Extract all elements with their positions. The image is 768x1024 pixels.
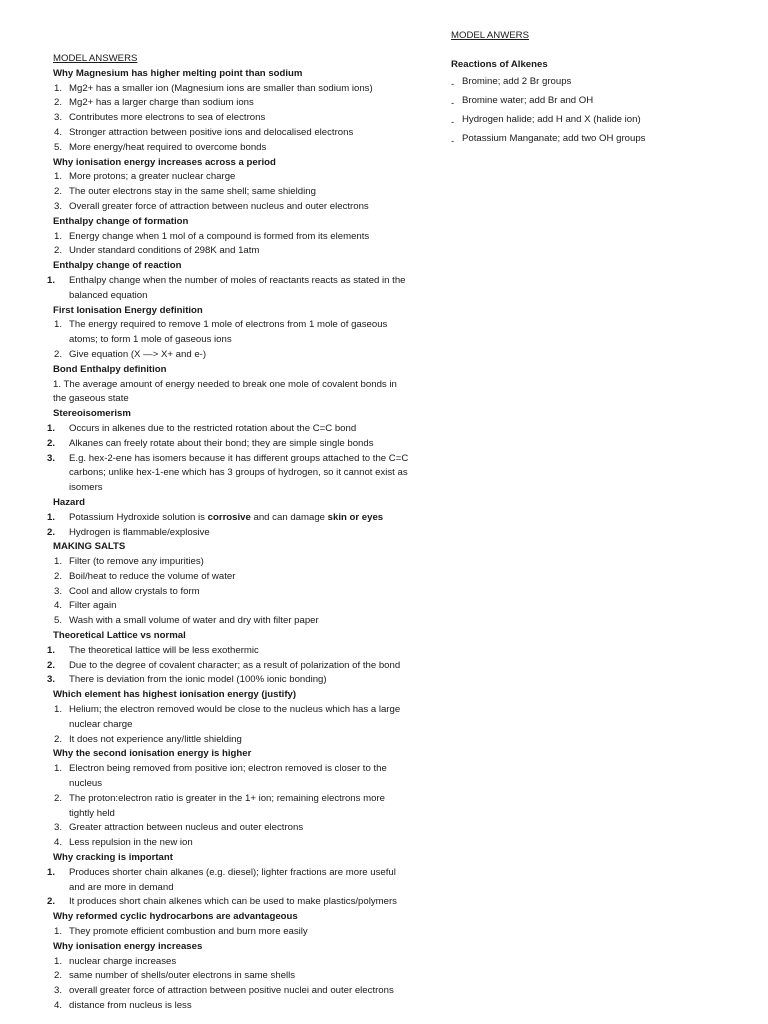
list-number: 3.: [54, 985, 63, 997]
paragraph-line: 1. The average amount of energy needed to break one mole of covalent bonds in: [53, 378, 397, 390]
bullet-dash: -: [451, 79, 455, 90]
item-text: Mg2+ has a smaller ion (Magnesium ions are smaller than sodium ions): [69, 82, 373, 94]
item-text: Give equation (X —> X+ and e-): [69, 348, 207, 360]
list-item: [38, 895, 438, 910]
list-number: 3.: [54, 585, 63, 597]
list-number: 1.: [47, 511, 56, 523]
item-text: Filter (to remove any impurities): [69, 556, 204, 568]
list-item: [38, 644, 438, 659]
item-continuation: nucleus: [69, 778, 103, 790]
list-item: [38, 925, 438, 940]
list-number: 2.: [54, 186, 63, 198]
section-heading: Why cracking is important: [53, 852, 173, 864]
list-number: 5.: [54, 615, 63, 627]
list-number: 1.: [47, 274, 56, 286]
list-number: 4.: [54, 126, 63, 138]
item-text: Alkanes can freely rotate about their bond; they are simple single bonds: [69, 437, 374, 449]
item-continuation: tightly held: [69, 807, 115, 819]
list-number: 2.: [47, 659, 56, 671]
item-text: Potassium Hydroxide solution is: [69, 511, 208, 523]
list-item: [38, 570, 438, 585]
section-heading: Why reformed cyclic hydrocarbons are advantageous: [53, 911, 298, 923]
list-number: 1.: [54, 230, 63, 242]
list-item: [38, 673, 438, 688]
item-text: Under standard conditions of 298K and 1atm: [69, 245, 260, 257]
left-column: [38, 52, 438, 1014]
list-number: 1.: [54, 926, 63, 938]
list-number: 1.: [54, 82, 63, 94]
list-number: 2.: [54, 97, 63, 109]
list-number: 2.: [54, 970, 63, 982]
list-number: 1.: [47, 644, 56, 656]
list-number: 2.: [47, 896, 56, 908]
list-item: [38, 452, 438, 467]
list-item: [38, 599, 438, 614]
list-item: [38, 659, 438, 674]
list-item: [38, 866, 438, 881]
reaction-item: [451, 91, 751, 110]
item-text: distance from nucleus is less: [69, 1000, 192, 1011]
list-item: [38, 733, 438, 748]
item-text: Wash with a small volume of water and dry with filter paper: [69, 615, 319, 627]
section-heading: Hazard: [53, 496, 85, 508]
page-title: MODEL ANSWERS: [53, 53, 138, 64]
item-continuation: nuclear charge: [69, 718, 133, 730]
item-text: Stronger attraction between positive ions and delocalised electrons: [69, 126, 354, 138]
bullet-dash: -: [451, 98, 455, 109]
list-number: 4.: [54, 600, 63, 612]
item-continuation: and are more in demand: [69, 881, 174, 893]
item-text: The outer electrons stay in the same shell; same shielding: [69, 186, 316, 198]
item-text: Due to the degree of covalent character; as a result of polarization of the bond: [69, 659, 401, 671]
item-text: The proton:electron ratio is greater in the 1+ ion; remaining electrons more: [69, 792, 385, 804]
list-item: [38, 955, 438, 970]
list-item: [38, 170, 438, 185]
item-text: Boil/heat to reduce the volume of water: [69, 570, 236, 582]
list-item: [38, 244, 438, 259]
list-item: [38, 585, 438, 600]
list-number: 2.: [47, 437, 56, 449]
section-heading: Why ionisation energy increases: [53, 940, 203, 952]
list-number: 1.: [54, 319, 63, 331]
list-item: [38, 762, 438, 777]
right-column: [451, 28, 751, 148]
list-item: [38, 126, 438, 141]
list-item: [38, 984, 438, 999]
emphasis-text: skin or eyes: [327, 511, 384, 523]
list-number: 3.: [47, 674, 56, 686]
list-number: 2.: [47, 526, 56, 538]
item-text: They promote efficient combustion and burn more easily: [69, 926, 308, 938]
list-number: 1.: [47, 422, 56, 434]
list-number: 3.: [54, 822, 63, 834]
list-item: [38, 614, 438, 629]
list-item: [38, 836, 438, 851]
right-title: MODEL ANWERS: [451, 30, 530, 41]
list-number: 4.: [54, 1000, 63, 1011]
list-number: 4.: [54, 837, 63, 849]
list-item: [38, 348, 438, 363]
section-heading: Which element has highest ionisation energy (justify): [53, 689, 297, 701]
list-item: [38, 141, 438, 156]
item-text: Helium; the electron removed would be close to the nucleus which has a large: [69, 704, 401, 716]
list-number: 1.: [54, 171, 63, 183]
paragraph-line: the gaseous state: [53, 393, 129, 405]
item-text: The theoretical lattice will be less exothermic: [69, 644, 259, 656]
item-text: Less repulsion in the new ion: [69, 837, 193, 849]
list-number: 2.: [54, 348, 63, 360]
item-text: The energy required to remove 1 mole of electrons from 1 mole of gaseous: [69, 319, 388, 331]
item-text: Mg2+ has a larger charge than sodium ions: [69, 97, 254, 109]
item-text: Filter again: [69, 600, 117, 612]
reaction-list: [451, 72, 751, 148]
item-continuation: isomers: [69, 482, 103, 494]
reaction-text: Hydrogen halide; add H and X (halide ion): [462, 114, 641, 125]
answer-sections: [38, 67, 438, 1014]
list-number: 3.: [47, 452, 56, 464]
item-text: overall greater force of attraction between positive nuclei and outer electrons: [69, 985, 394, 997]
item-text: Produces shorter chain alkanes (e.g. diesel); lighter fractions are more useful: [69, 866, 396, 878]
section-heading: Why the second ionisation energy is higher: [53, 748, 252, 760]
bullet-dash: -: [451, 136, 455, 147]
item-continuation: atoms; to form 1 mole of gaseous ions: [69, 334, 232, 346]
list-number: 2.: [54, 792, 63, 804]
list-item: [38, 185, 438, 200]
section-heading: Why Magnesium has higher melting point than sodium: [53, 67, 303, 79]
item-text: Contributes more electrons to sea of electrons: [69, 112, 266, 124]
emphasis-text: corrosive: [207, 511, 251, 523]
section-heading: Enthalpy change of reaction: [53, 260, 182, 272]
list-number: 1.: [54, 556, 63, 568]
item-text: and can damage: [250, 511, 328, 523]
list-item: [38, 274, 438, 289]
section-heading: Why ionisation energy increases across a period: [53, 156, 276, 168]
item-text: Hydrogen is flammable/explosive: [69, 526, 210, 538]
list-number: 1.: [47, 866, 56, 878]
item-text: More energy/heat required to overcome bonds: [69, 141, 267, 153]
item-continuation: carbons; unlike hex-1-ene which has 3 groups of hydrogen, so it cannot exist as: [69, 467, 408, 479]
item-text: Electron being removed from positive ion; electron removed is closer to the: [69, 763, 387, 775]
item-text: Overall greater force of attraction between nucleus and outer electrons: [69, 200, 369, 212]
item-text: Cool and allow crystals to form: [69, 585, 200, 597]
section-heading: Theoretical Lattice vs normal: [53, 630, 186, 642]
section-heading: MAKING SALTS: [53, 541, 126, 553]
list-item: [38, 511, 438, 526]
list-item: [38, 821, 438, 836]
item-text: Enthalpy change when the number of moles of reactants reacts as stated in the: [69, 274, 406, 286]
section-heading: Enthalpy change of formation: [53, 215, 189, 227]
list-number: 2.: [54, 245, 63, 257]
item-text: Energy change when 1 mol of a compound is formed from its elements: [69, 230, 370, 242]
item-text: There is deviation from the ionic model (100% ionic bonding): [69, 674, 327, 686]
list-item: [38, 969, 438, 984]
list-item: [38, 200, 438, 215]
list-item: [38, 422, 438, 437]
list-number: 1.: [54, 704, 63, 716]
list-item: [38, 999, 438, 1014]
item-text: Occurs in alkenes due to the restricted rotation about the C=C bond: [69, 422, 357, 434]
item-continuation: balanced equation: [69, 289, 148, 301]
list-number: 1.: [54, 955, 63, 967]
list-item: [38, 230, 438, 245]
reaction-item: [451, 110, 751, 129]
section-heading: First Ionisation Energy definition: [53, 304, 203, 316]
reaction-text: Bromine water; add Br and OH: [462, 95, 594, 106]
list-number: 3.: [54, 200, 63, 212]
section-heading: Stereoisomerism: [53, 408, 131, 420]
list-item: [38, 96, 438, 111]
list-number: 1.: [54, 763, 63, 775]
list-number: 2.: [54, 570, 63, 582]
item-text: E.g. hex-2-ene has isomers because it has different groups attached to the C=C: [69, 452, 409, 464]
list-number: 3.: [54, 112, 63, 124]
list-item: [38, 318, 438, 333]
section-heading: Bond Enthalpy definition: [53, 363, 167, 375]
bullet-dash: -: [451, 117, 455, 128]
list-item: [38, 555, 438, 570]
item-text: More protons; a greater nuclear charge: [69, 171, 236, 183]
reaction-item: [451, 129, 751, 148]
list-item: [38, 792, 438, 807]
reaction-item: [451, 72, 751, 91]
list-item: [38, 526, 438, 541]
item-text: nuclear charge increases: [69, 955, 177, 967]
item-text: same number of shells/outer electrons in same shells: [69, 970, 296, 982]
list-item: [38, 82, 438, 97]
reaction-text: Bromine; add 2 Br groups: [462, 76, 572, 87]
list-number: 2.: [54, 733, 63, 745]
section-heading: Reactions of Alkenes: [451, 59, 548, 70]
list-item: [38, 437, 438, 452]
reaction-text: Potassium Manganate; add two OH groups: [462, 133, 646, 144]
item-text: Greater attraction between nucleus and outer electrons: [69, 822, 304, 834]
list-number: 5.: [54, 141, 63, 153]
item-text: It produces short chain alkenes which can be used to make plastics/polymers: [69, 896, 397, 908]
list-item: [38, 111, 438, 126]
list-item: [38, 703, 438, 718]
item-text: It does not experience any/little shielding: [69, 733, 242, 745]
